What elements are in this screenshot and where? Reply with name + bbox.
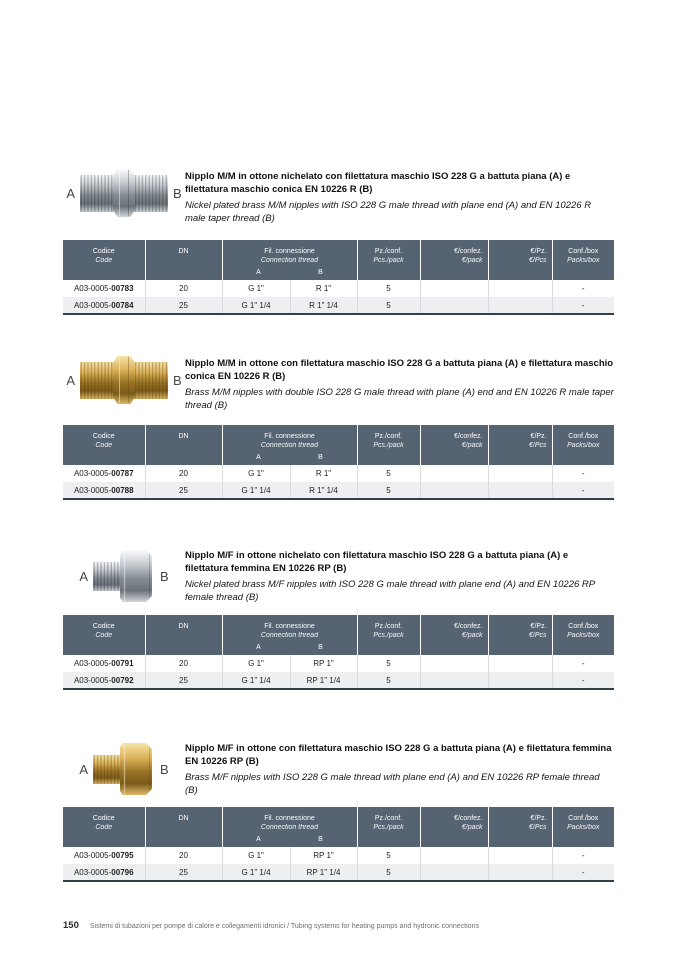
col-header-code: Codice Code [63,425,145,465]
col-header-eur-pack: €/confez. €/pack [420,615,488,655]
spec-table [63,807,614,882]
product-header [63,736,614,807]
cell-eur-pack [420,864,488,881]
cell-packs-box: - [552,297,614,314]
cell-pcs-pack: 5 [357,280,420,297]
product-header [63,543,614,615]
col-header-eur-pack: €/confez. €/pack [420,240,488,280]
end-a-label: A [66,372,75,388]
cell-packs-box: - [552,847,614,864]
table-header-row [63,615,614,655]
col-header-code: Codice Code [63,615,145,655]
col-header-eur-pcs: €/Pz. €/Pcs [488,425,552,465]
col-header-eur-pcs: €/Pz. €/Pcs [488,807,552,847]
col-header-dn: DN [145,425,222,465]
product-media [63,741,185,797]
cell-eur-pcs [488,465,552,482]
end-a-label: A [66,185,75,201]
cell-dn: 20 [145,280,222,297]
cell-packs-box: - [552,864,614,881]
table-row [63,655,614,672]
cell-thread-b: RP 1" [290,847,357,864]
table-row [63,297,614,314]
cell-thread-b: RP 1" [290,655,357,672]
product-title: Nipplo M/M in ottone nichelato con filettatura maschio ISO 228 G a battuta piana (A) e filettatura maschio conica EN 10226 R (B) [185,171,571,195]
cell-code: A03-0005-00792 [73,675,134,685]
product-subtitle: Brass M/F nipples with ISO 228 G male thread with plane end (A) and EN 10226 RP female thread (B) [185,772,600,796]
cell-pcs-pack: 5 [357,672,420,689]
spec-table [63,425,614,500]
col-header-packs-box: Conf./box Packs/box [552,807,614,847]
cell-thread-b: R 1" 1/4 [290,297,357,314]
product-subtitle: Nickel plated brass M/M nipples with ISO 228 G male thread with plane end (A) and EN 10226 R male taper thread (B) [185,200,592,224]
cell-eur-pcs [488,482,552,499]
col-header-pcs-pack: Pz./conf. Pcs./pack [357,615,420,655]
table-header-row [63,425,614,465]
cell-code: A03-0005-00791 [73,659,134,668]
col-header-connection: Fil. connessione Connection thread A B [222,807,357,847]
cell-thread-b: R 1" 1/4 [290,482,357,499]
col-header-connection: Fil. connessione Connection thread A B [222,240,357,280]
col-header-packs-box: Conf./box Packs/box [552,240,614,280]
end-b-label: B [173,372,182,388]
col-header-code: Codice Code [63,240,145,280]
cell-eur-pack [420,297,488,314]
cell-code: A03-0005-00783 [73,284,134,293]
cell-thread-a: G 1" [222,465,290,482]
col-header-pcs-pack: Pz./conf. Pcs./pack [357,240,420,280]
col-header-pcs-pack: Pz./conf. Pcs./pack [357,807,420,847]
end-b-label: B [160,761,169,777]
col-header-packs-box: Conf./box Packs/box [552,425,614,465]
product-section-nickel-mf [63,543,614,690]
product-photo-brass-mf-nipple-image [93,741,155,797]
cell-dn: 25 [145,482,222,499]
cell-code: A03-0005-00788 [73,485,134,495]
col-header-dn: DN [145,615,222,655]
cell-thread-a: G 1" 1/4 [222,482,290,499]
col-header-pcs-pack: Pz./conf. Pcs./pack [357,425,420,465]
product-photo-nickel-mf-nipple-image [93,548,155,604]
cell-thread-b: R 1" [290,465,357,482]
product-title: Nipplo M/F in ottone nichelato con filettatura maschio ISO 228 G a battuta piana (A) e filettatura femmina EN 10226 RP (B) [185,550,569,574]
table-row [63,482,614,499]
cell-dn: 25 [145,672,222,689]
end-a-label: A [79,761,88,777]
product-photo-nickel-mm-nipple-image [80,169,168,217]
page-number: 150 [63,920,79,931]
col-header-dn: DN [145,240,222,280]
table-row [63,864,614,881]
cell-pcs-pack: 5 [357,655,420,672]
cell-pcs-pack: 5 [357,482,420,499]
cell-code: A03-0005-00796 [73,867,134,877]
product-subtitle: Brass M/M nipples with double ISO 228 G male thread with plane (A) end and EN 10226 R male taper thread (B) [185,387,614,411]
cell-eur-pack [420,655,488,672]
cell-dn: 25 [145,297,222,314]
cell-dn: 20 [145,847,222,864]
table-row [63,672,614,689]
table-header-row [63,807,614,847]
col-header-connection: Fil. connessione Connection thread A B [222,615,357,655]
product-section-brass-mf [63,736,614,882]
cell-eur-pcs [488,655,552,672]
cell-thread-b: R 1" [290,280,357,297]
product-subtitle: Nickel plated brass M/F nipples with ISO 228 G male thread with plane end (A) and EN 10226 RP female thread (B) [185,579,595,603]
cell-pcs-pack: 5 [357,465,420,482]
product-section-nickel-mm [63,164,614,315]
cell-eur-pack [420,465,488,482]
cell-dn: 20 [145,465,222,482]
cell-eur-pcs [488,672,552,689]
cell-packs-box: - [552,280,614,297]
col-header-eur-pack: €/confez. €/pack [420,425,488,465]
cell-thread-a: G 1" [222,655,290,672]
product-title: Nipplo M/M in ottone con filettatura maschio ISO 228 G a battuta piana (A) e filettatura maschio conica EN 10226 R (B) [185,358,614,382]
cell-thread-b: RP 1" 1/4 [290,864,357,881]
col-header-dn: DN [145,807,222,847]
end-b-label: B [160,568,169,584]
cell-eur-pcs [488,297,552,314]
cell-pcs-pack: 5 [357,864,420,881]
product-media [63,169,185,217]
cell-eur-pack [420,280,488,297]
cell-dn: 20 [145,655,222,672]
cell-eur-pcs [488,864,552,881]
product-title: Nipplo M/F in ottone con filettatura maschio ISO 228 G a battuta piana (A) e filettatura femmina EN 10226 RP (B) [185,743,612,767]
product-section-brass-mm [63,351,614,500]
product-media [63,548,185,604]
cell-eur-pcs [488,280,552,297]
cell-thread-b: RP 1" 1/4 [290,672,357,689]
product-header [63,164,614,240]
cell-pcs-pack: 5 [357,847,420,864]
cell-packs-box: - [552,482,614,499]
col-header-eur-pcs: €/Pz. €/Pcs [488,615,552,655]
col-header-eur-pcs: €/Pz. €/Pcs [488,240,552,280]
table-row [63,465,614,482]
table-row [63,847,614,864]
cell-eur-pack [420,482,488,499]
cell-thread-a: G 1" 1/4 [222,864,290,881]
cell-thread-a: G 1" 1/4 [222,672,290,689]
cell-packs-box: - [552,655,614,672]
product-media [63,356,185,404]
product-header [63,351,614,425]
col-header-code: Codice Code [63,807,145,847]
product-photo-brass-mm-nipple-image [80,356,168,404]
table-row [63,280,614,297]
cell-thread-a: G 1" 1/4 [222,297,290,314]
col-header-connection: Fil. connessione Connection thread A B [222,425,357,465]
cell-code: A03-0005-00795 [73,851,134,860]
col-header-eur-pack: €/confez. €/pack [420,807,488,847]
cell-code: A03-0005-00784 [73,300,134,310]
cell-thread-a: G 1" [222,280,290,297]
cell-code: A03-0005-00787 [73,469,134,478]
cell-packs-box: - [552,465,614,482]
table-header-row [63,240,614,280]
col-header-packs-box: Conf./box Packs/box [552,615,614,655]
footer-caption: Sistemi di tubazioni per pompe di calore e collegamenti idronici / Tubing systems for heating pumps and hydronic connections [89,923,479,930]
cell-pcs-pack: 5 [357,297,420,314]
cell-thread-a: G 1" [222,847,290,864]
cell-packs-box: - [552,672,614,689]
spec-table [63,240,614,315]
end-a-label: A [79,568,88,584]
end-b-label: B [173,185,182,201]
cell-dn: 25 [145,864,222,881]
cell-eur-pack [420,847,488,864]
spec-table [63,615,614,690]
cell-eur-pcs [488,847,552,864]
page-footer [63,920,479,931]
cell-eur-pack [420,672,488,689]
